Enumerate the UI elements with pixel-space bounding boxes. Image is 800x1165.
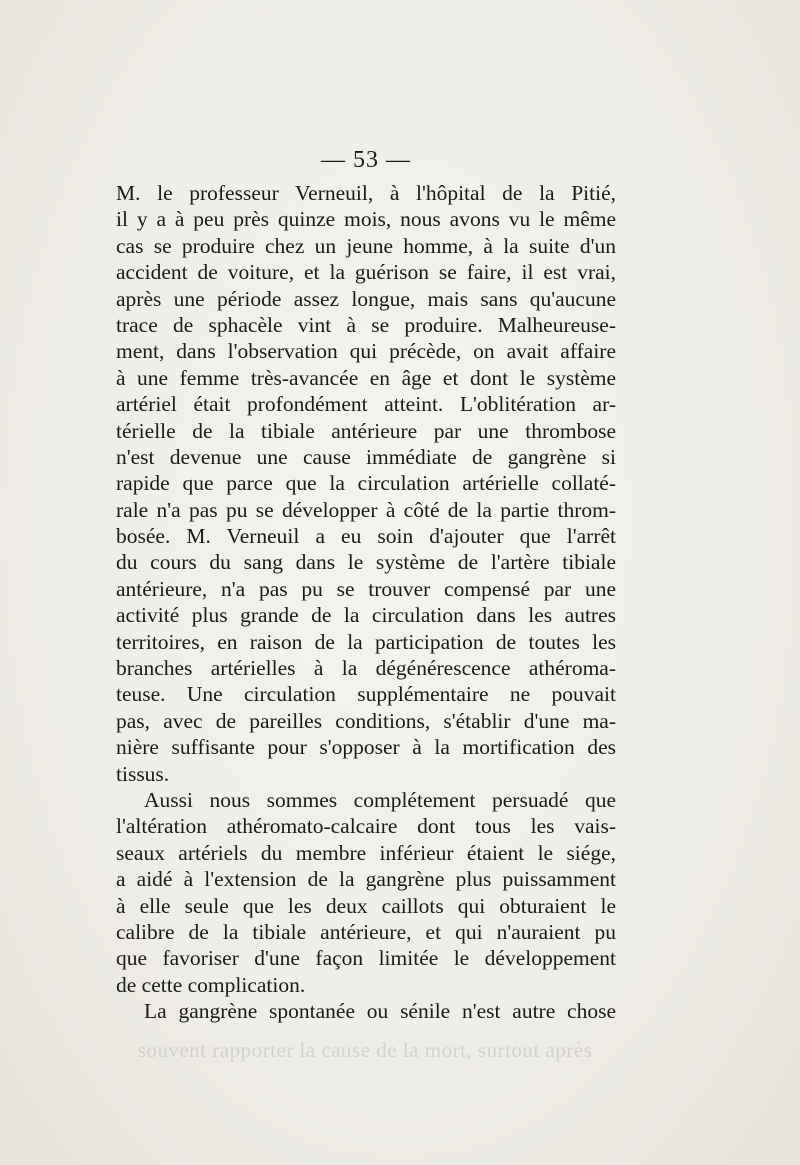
text-line: calibre de la tibiale antérieure, et qui n'auraient pu bbox=[116, 919, 616, 944]
page-number: — 53 — bbox=[321, 147, 411, 173]
text-line: artériel était profondément atteint. L'oblitération ar- bbox=[116, 392, 616, 417]
text-line: teuse. Une circulation supplémentaire ne pouvait bbox=[116, 682, 616, 707]
text-line: trace de sphacèle vint à se produire. Malheureuse- bbox=[116, 312, 616, 337]
text-line: branches artérielles à la dégénérescence athéroma- bbox=[116, 656, 616, 681]
paragraph-start-line: La gangrène spontanée ou sénile n'est autre chose bbox=[144, 999, 616, 1024]
text-line: de cette complication. bbox=[116, 972, 306, 997]
text-line: territoires, en raison de la participation de toutes les bbox=[116, 629, 616, 654]
text-line: M. le professeur Verneuil, à l'hôpital de la Pitié, bbox=[116, 181, 616, 205]
paragraph-start-line: Aussi nous sommes complétement persuadé que bbox=[144, 787, 616, 812]
text-line: bosée. M. Verneuil a eu soin d'ajouter que l'arrêt bbox=[116, 524, 616, 549]
text-line: l'altération athéromato-calcaire dont tous les vais- bbox=[116, 814, 616, 839]
text-line: rale n'a pas pu se développer à côté de la partie throm- bbox=[116, 497, 616, 522]
text-line: cas se produire chez un jeune homme, à la suite d'un bbox=[116, 233, 616, 258]
text-line: que favoriser d'une façon limitée le développement bbox=[116, 946, 616, 971]
text-line: à une femme très-avancée en âge et dont le système bbox=[116, 365, 616, 390]
body-text bbox=[116, 180, 616, 1025]
text-line: il y a à peu près quinze mois, nous avons vu le même bbox=[116, 207, 616, 232]
text-line: pas, avec de pareilles conditions, s'établir d'une ma- bbox=[116, 708, 616, 733]
text-line: du cours du sang dans le système de l'artère tibiale bbox=[116, 550, 616, 575]
text-line: seaux artériels du membre inférieur étaient le siége, bbox=[116, 840, 616, 865]
text-line: nière suffisante pour s'opposer à la mortification des bbox=[116, 735, 616, 760]
text-line: ment, dans l'observation qui précède, on avait affaire bbox=[116, 339, 616, 364]
text-line: antérieure, n'a pas pu se trouver compensé par une bbox=[116, 576, 616, 601]
text-line: rapide que parce que la circulation artérielle collaté- bbox=[116, 471, 616, 496]
text-line: n'est devenue une cause immédiate de gangrène si bbox=[116, 444, 616, 469]
text-line: après une période assez longue, mais sans qu'aucune bbox=[116, 286, 616, 311]
text-line: térielle de la tibiale antérieure par une thrombose bbox=[116, 418, 616, 443]
text-line: tissus. bbox=[116, 761, 170, 786]
text-line: activité plus grande de la circulation dans les autres bbox=[116, 603, 616, 628]
text-line: accident de voiture, et la guérison se faire, il est vrai, bbox=[116, 260, 616, 285]
text-line: a aidé à l'extension de la gangrène plus puissamment bbox=[116, 867, 616, 892]
text-line: à elle seule que les deux caillots qui obturaient le bbox=[116, 893, 616, 918]
bleed-through-text: souvent rapporter la cause de la mort, surtout après bbox=[137, 1038, 593, 1062]
